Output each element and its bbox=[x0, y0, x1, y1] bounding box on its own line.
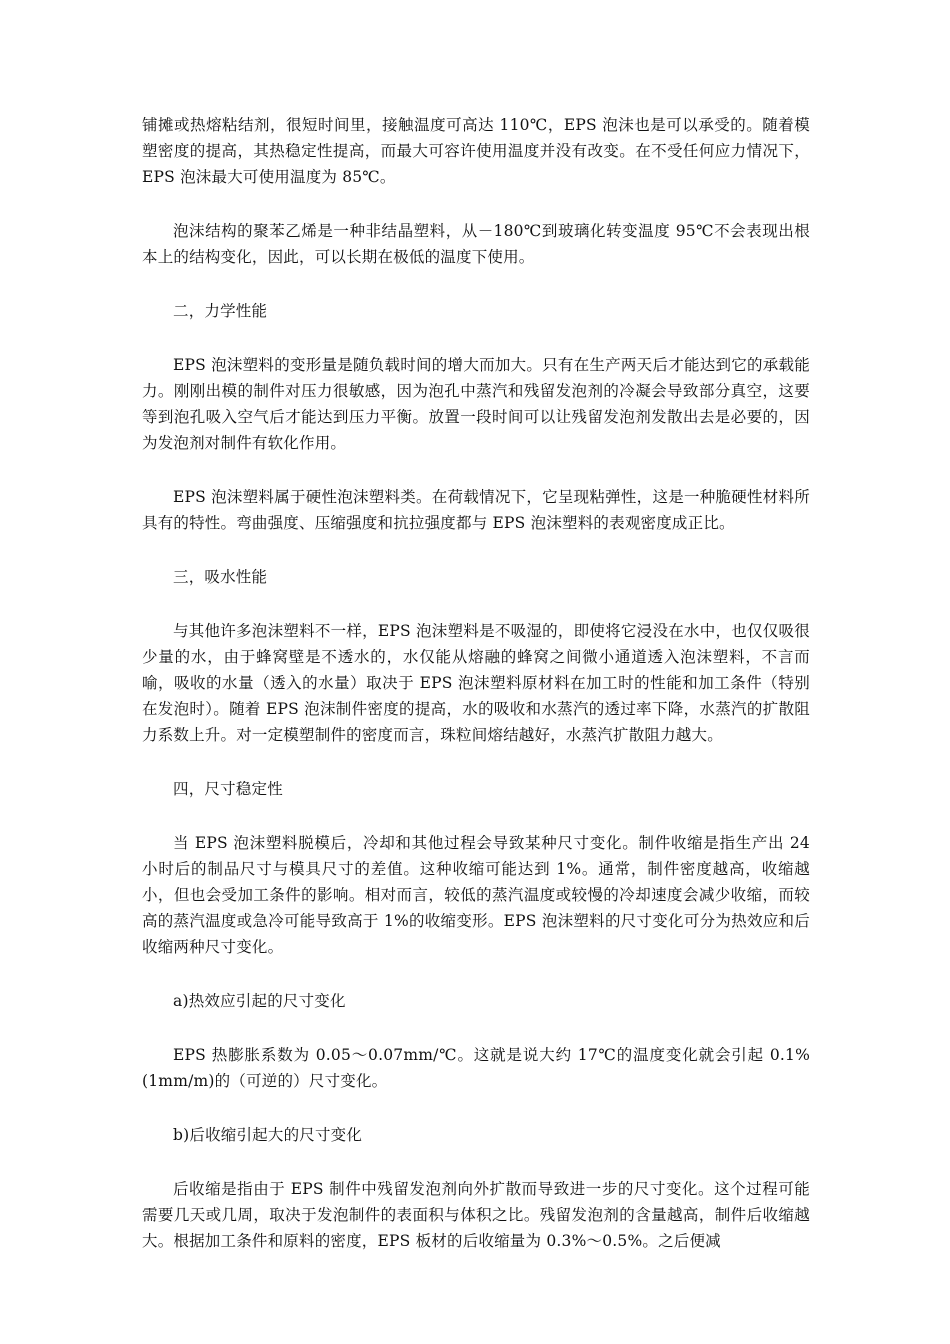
paragraph-rigid-foam: EPS 泡沫塑料属于硬性泡沫塑料类。在荷载情况下，它呈现粘弹性，这是一种脆硬性材料所具有的特性。弯曲强度、压缩强度和抗拉强度都与 EPS 泡沫塑料的表观密度成正比。 bbox=[142, 488, 810, 532]
paragraph-thermal-stability: 铺摊或热熔粘结剂，很短时间里，接触温度可高达 110℃，EPS 泡沫也是可以承受的。随着模塑密度的提高，其热稳定性提高，而最大可容许使用温度并没有改变。在不受任何应力情况下，EPS 泡沫最大可使用温度为 85℃。 bbox=[142, 116, 810, 186]
heading-mechanical-properties: 二，力学性能 bbox=[173, 302, 268, 320]
paragraph-low-temperature: 泡沫结构的聚苯乙烯是一种非结晶塑料，从－180℃到玻璃化转变温度 95℃不会表现出根本上的结构变化，因此，可以长期在极低的温度下使用。 bbox=[142, 222, 810, 266]
heading-thermal-effect: a)热效应引起的尺寸变化 bbox=[173, 992, 346, 1010]
heading-dimensional-stability: 四，尺寸稳定性 bbox=[173, 780, 283, 798]
heading-post-shrinkage: b)后收缩引起大的尺寸变化 bbox=[173, 1126, 363, 1144]
paragraph-deformation: EPS 泡沫塑料的变形量是随负载时间的增大而加大。只有在生产两天后才能达到它的承载能力。刚刚出模的制件对压力很敏感，因为泡孔中蒸汽和残留发泡剂的冷凝会导致部分真空，这要等到泡孔吸入空气后才能达到压力平衡。放置一段时间可以让残留发泡剂发散出去是必要的，因为发泡剂对制件有软化作用。 bbox=[142, 356, 810, 452]
heading-water-absorption: 三，吸水性能 bbox=[173, 568, 268, 586]
document-page bbox=[142, 112, 810, 1282]
paragraph-water-absorption: 与其他许多泡沫塑料不一样，EPS 泡沫塑料是不吸湿的，即使将它浸没在水中，也仅仅吸很少量的水，由于蜂窝壁是不透水的，水仅能从熔融的蜂窝之间微小通道透入泡沫塑料，不言而喻，吸收的水量（透入的水量）取决于 EPS 泡沫塑料原材料在加工时的性能和加工条件（特别在发泡时）。随着 EPS 泡沫制件密度的提高，水的吸收和水蒸汽的透过率下降，水蒸汽的扩散阻力系数上升。对一定模塑制件的密度而言，珠粒间熔结越好，水蒸汽扩散阻力越大。 bbox=[142, 622, 810, 744]
paragraph-thermal-expansion: EPS 热膨胀系数为 0.05～0.07mm/℃。这就是说大约 17℃的温度变化就会引起 0.1%(1mm/m)的（可逆的）尺寸变化。 bbox=[142, 1046, 810, 1090]
paragraph-shrinkage: 当 EPS 泡沫塑料脱模后，冷却和其他过程会导致某种尺寸变化。制件收缩是指生产出 24 小时后的制品尺寸与模具尺寸的差值。这种收缩可能达到 1%。通常，制件密度越高，收缩越小，但也会受加工条件的影响。相对而言，较低的蒸汽温度或较慢的冷却速度会减少收缩，而较高的蒸汽温度或急冷可能导致高于 1%的收缩变形。EPS 泡沫塑料的尺寸变化可分为热效应和后收缩两种尺寸变化。 bbox=[142, 834, 810, 956]
paragraph-post-shrinkage: 后收缩是指由于 EPS 制件中残留发泡剂向外扩散而导致进一步的尺寸变化。这个过程可能需要几天或几周，取决于发泡制件的表面积与体积之比。残留发泡剂的含量越高，制件后收缩越大。根据加工条件和原料的密度，EPS 板材的后收缩量为 0.3%～0.5%。之后便减 bbox=[142, 1180, 810, 1250]
